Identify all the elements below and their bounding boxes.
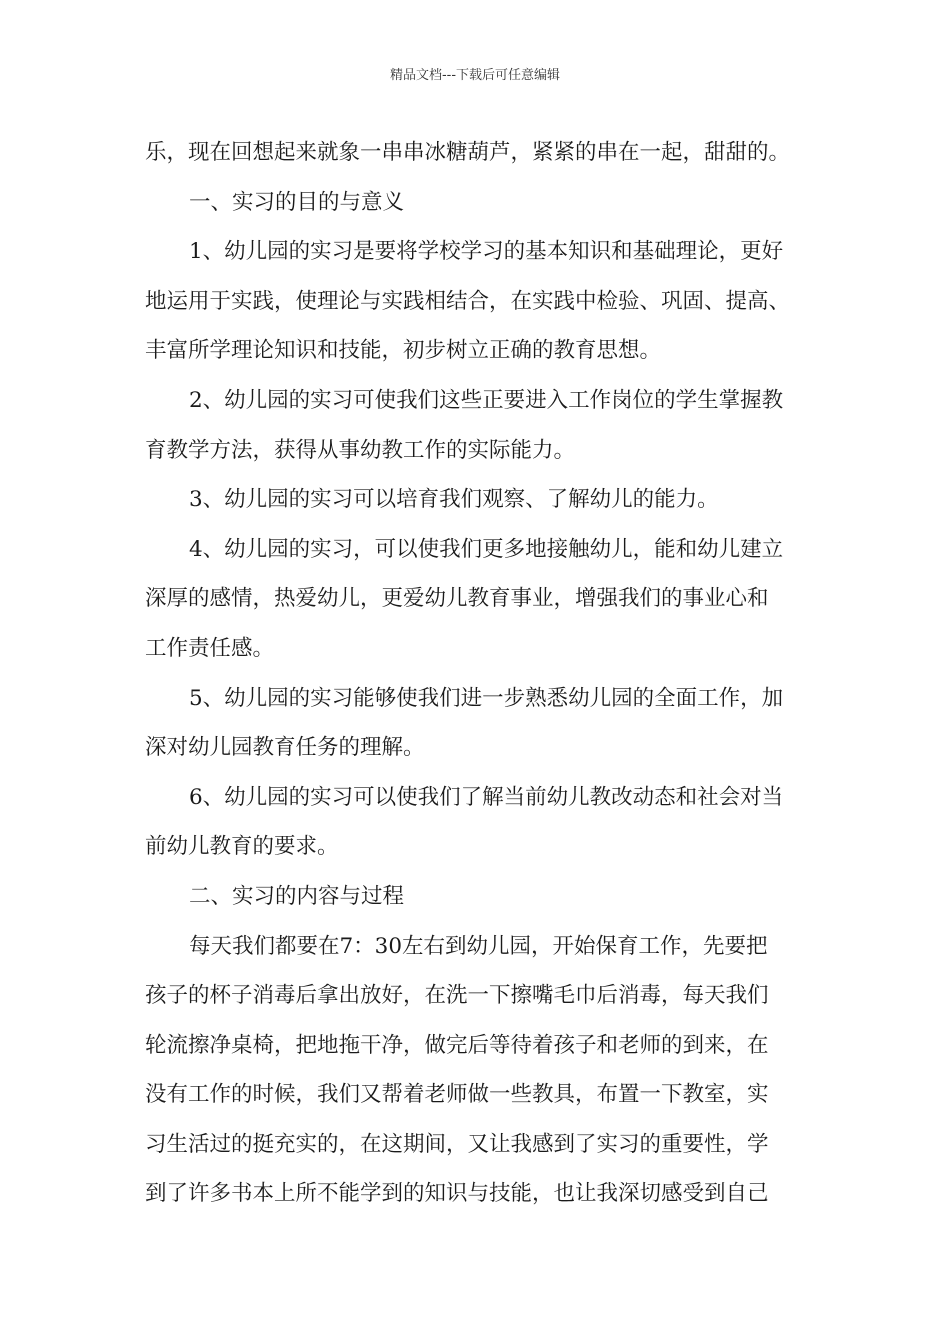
page-header: 精品文档---下载后可任意编辑 <box>389 68 561 83</box>
text-line: 习生活过的挺充实的，在这期间，又让我感到了实习的重要性，学 <box>145 1131 769 1157</box>
text-line: 乐，现在回想起来就象一串串冰糖葫芦，紧紧的串在一起，甜甜的。 <box>145 140 791 165</box>
text-line: 深厚的感情，热爱幼儿，更爱幼儿教育事业，增强我们的事业心和 <box>145 586 769 612</box>
text-line: 工作责任感。 <box>145 635 275 661</box>
document-body <box>145 128 835 1219</box>
text-line: 前幼儿教育的要求。 <box>145 834 339 860</box>
text-line: 地运用于实践，使理论与实践相结合，在实践中检验、巩固、提高、 <box>145 288 791 314</box>
text-line: 轮流擦净桌椅，把地拖干净，做完后等待着孩子和老师的到来，在 <box>145 1032 769 1058</box>
text-line: 4、幼儿园的实习，可以使我们更多地接触幼儿，能和幼儿建立 <box>189 536 784 562</box>
text-line: 3、幼儿园的实习可以培育我们观察、了解幼儿的能力。 <box>189 487 719 513</box>
text-line: 深对幼儿园教育任务的理解。 <box>145 735 425 761</box>
text-line: 孩子的杯子消毒后拿出放好，在洗一下擦嘴毛巾后消毒，每天我们 <box>145 983 769 1009</box>
text-line: 5、幼儿园的实习能够使我们进一步熟悉幼儿园的全面工作，加 <box>189 685 784 711</box>
text-line: 育教学方法，获得从事幼教工作的实际能力。 <box>145 437 576 463</box>
text-line: 到了许多书本上所不能学到的知识与技能，也让我深切感受到自己 <box>145 1181 769 1207</box>
text-line: 没有工作的时候，我们又帮着老师做一些教具，布置一下教室，实 <box>145 1082 769 1108</box>
text-line: 丰富所学理论知识和技能，初步树立正确的教育思想。 <box>145 338 662 364</box>
text-line: 2、幼儿园的实习可使我们这些正要进入工作岗位的学生掌握教 <box>189 387 784 413</box>
text-line: 每天我们都要在7：30左右到幼儿园，开始保育工作，先要把 <box>189 933 768 959</box>
text-line: 1、幼儿园的实习是要将学校学习的基本知识和基础理论，更好 <box>189 239 784 265</box>
text-line: 6、幼儿园的实习可以使我们了解当前幼儿教改动态和社会对当 <box>189 784 784 810</box>
text-line: 二、实习的内容与过程 <box>189 883 405 909</box>
text-line: 一、实习的目的与意义 <box>189 189 405 215</box>
